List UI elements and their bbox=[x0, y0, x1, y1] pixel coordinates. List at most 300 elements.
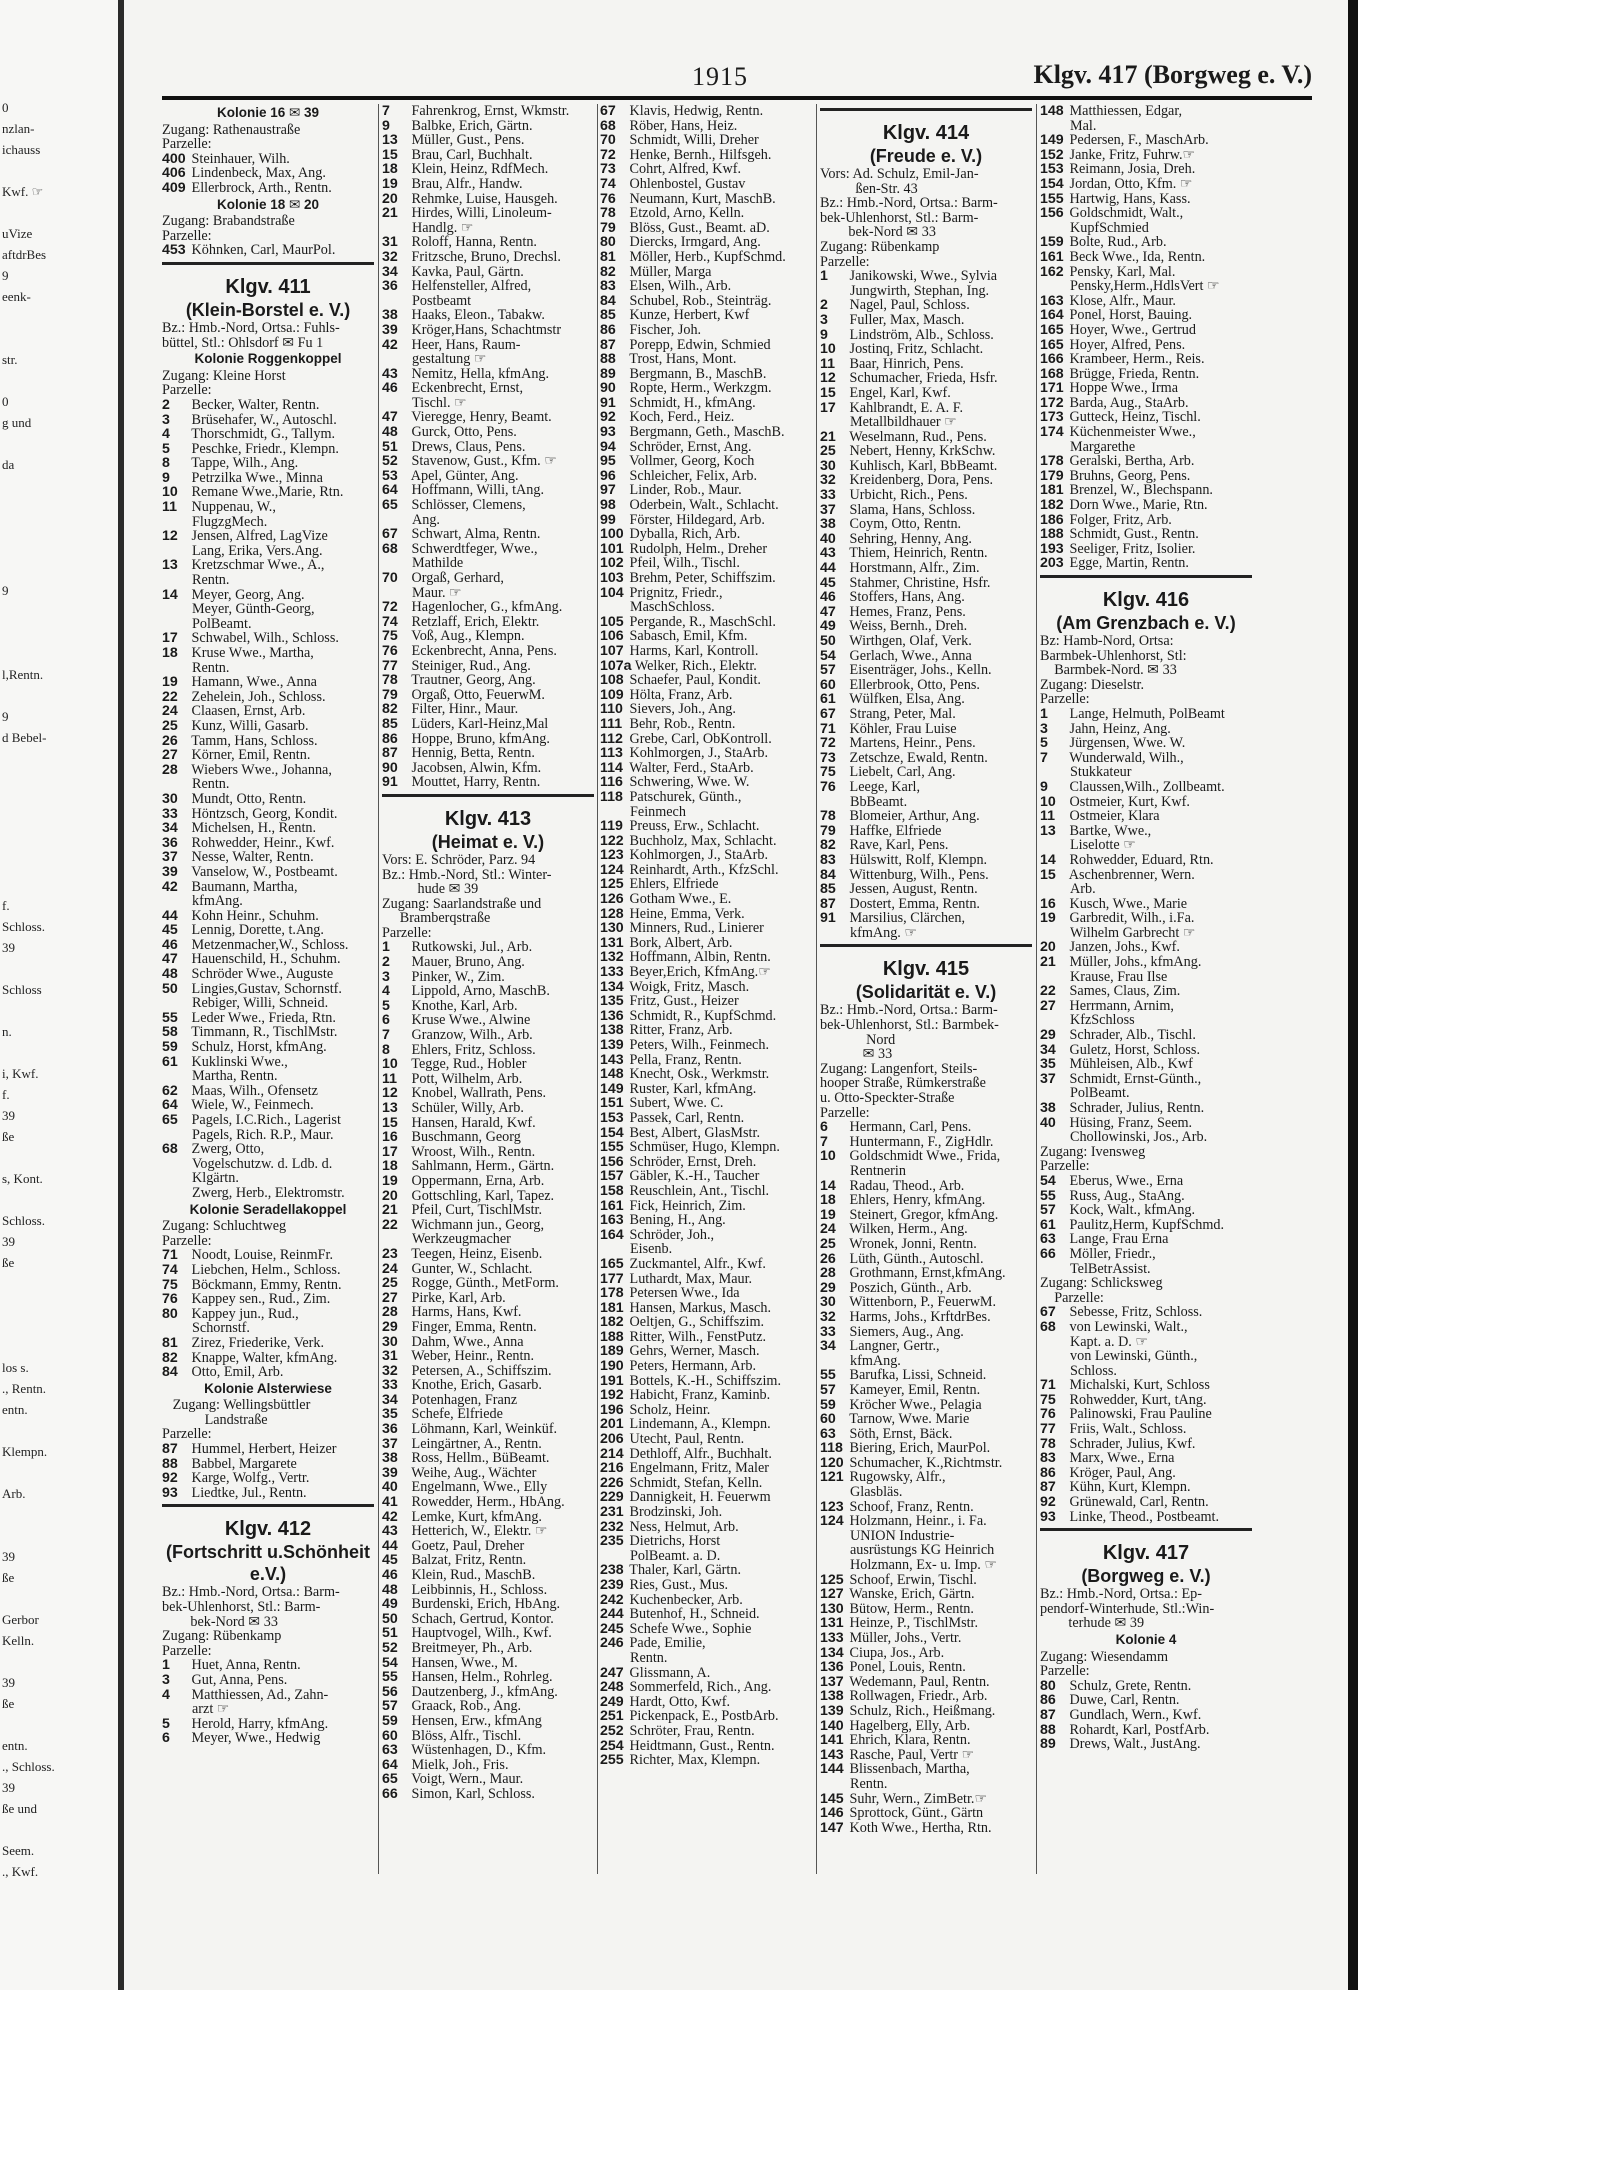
plot-number: 149 bbox=[600, 1081, 624, 1097]
plot-entry bbox=[600, 1111, 812, 1126]
plot-number: 79 bbox=[820, 823, 836, 839]
plot-entry bbox=[382, 1291, 594, 1306]
plot-entry bbox=[1040, 556, 1252, 571]
holder-name: Schrader, Julius, Rentn. bbox=[1066, 1101, 1205, 1116]
plot-number: 39 bbox=[162, 864, 178, 880]
plot-number: 154 bbox=[600, 1125, 624, 1141]
plot-entry bbox=[820, 649, 1032, 664]
plot-number: 155 bbox=[600, 1140, 624, 1155]
plot-entry bbox=[382, 1422, 594, 1437]
plot-number: 214 bbox=[600, 1446, 624, 1462]
plot-number: 27 bbox=[1040, 998, 1056, 1014]
plot-entry bbox=[382, 1714, 594, 1729]
association-name: (Borgweg e. V.) bbox=[1081, 1566, 1211, 1587]
plot-number: 9 bbox=[1040, 779, 1048, 795]
plot-number: 105 bbox=[600, 614, 624, 630]
plot-number: 81 bbox=[162, 1335, 178, 1351]
plot-number: 84 bbox=[162, 1365, 178, 1380]
plot-number: 12 bbox=[820, 371, 836, 386]
holder-name: Knecht, Osk., Werkmstr. bbox=[626, 1067, 770, 1082]
plot-entry bbox=[1040, 911, 1252, 926]
plot-number: 82 bbox=[382, 702, 398, 717]
holder-name: Elsen, Wilh., Arb. bbox=[626, 279, 732, 294]
plot-number: 39 bbox=[382, 322, 398, 338]
plot-entry bbox=[600, 1709, 812, 1724]
plot-entry bbox=[820, 605, 1032, 620]
plot-number: 33 bbox=[162, 806, 178, 822]
plot-number: 127 bbox=[820, 1587, 844, 1602]
plot-entry bbox=[382, 999, 594, 1014]
holder-name: Pfeil, Curt, TischlMstr. bbox=[408, 1203, 543, 1218]
plot-number: 18 bbox=[382, 1159, 398, 1174]
holder-name: Lingies,Gustav, Schornstf. bbox=[188, 981, 342, 997]
plot-entry bbox=[1040, 1247, 1252, 1262]
holder-name: Pagels, I.C.Rich., Lagerist bbox=[188, 1113, 341, 1128]
entry-continuation: UNION Industrie- bbox=[850, 1528, 955, 1544]
holder-name: Wichmann jun., Georg, bbox=[408, 1217, 545, 1233]
info-line: Parzelle: bbox=[1040, 692, 1090, 707]
plot-number: 156 bbox=[1040, 206, 1064, 221]
plot-entry bbox=[600, 688, 812, 703]
previous-page-gutter bbox=[0, 0, 124, 1990]
holder-name: Gut, Anna, Pens. bbox=[188, 1673, 288, 1688]
plot-entry bbox=[600, 1476, 812, 1491]
plot-number: 76 bbox=[162, 1292, 178, 1307]
holder-name: Fahrenkrog, Ernst, Wkmstr. bbox=[408, 104, 570, 119]
plot-number: 136 bbox=[820, 1660, 844, 1675]
plot-entry bbox=[820, 1514, 1032, 1529]
holder-name: Böckmann, Emmy, Rentn. bbox=[188, 1277, 342, 1293]
holder-name: Herold, Harry, kfmAng. bbox=[188, 1716, 329, 1732]
holder-name: Gurck, Otto, Pens. bbox=[408, 425, 517, 440]
plot-entry bbox=[820, 1339, 1032, 1354]
plot-number: 179 bbox=[1040, 468, 1064, 484]
plot-entry bbox=[600, 1578, 812, 1593]
info-line: Parzelle: bbox=[1040, 1159, 1090, 1174]
holder-name: Wroost, Wilh., Rentn. bbox=[408, 1144, 536, 1160]
holder-name: Petrzilka Wwe., Minna bbox=[188, 470, 323, 486]
holder-name: Thaler, Karl, Gärtn. bbox=[626, 1563, 741, 1578]
info-line: Bz.: Hmb.-Nord, Ortsa.: Fuhls- bbox=[162, 320, 340, 336]
holder-name: Ruster, Karl, kfmAng. bbox=[626, 1081, 757, 1097]
plot-entry bbox=[1040, 1495, 1252, 1510]
plot-number: 49 bbox=[820, 619, 836, 634]
entry-continuation: PolBeamt. bbox=[192, 616, 252, 632]
plot-number: 27 bbox=[162, 748, 178, 763]
gutter-fragment: 0 bbox=[2, 100, 9, 115]
info-line: u. Otto-Speckter-Straße bbox=[820, 1091, 955, 1106]
plot-entry bbox=[1040, 809, 1252, 824]
holder-name: Suhr, Wern., ZimBetr.☞ bbox=[846, 1791, 988, 1807]
holder-name: Filter, Hinr., Maur. bbox=[408, 702, 519, 717]
plot-number: 35 bbox=[382, 1407, 398, 1423]
plot-number: 61 bbox=[820, 692, 836, 707]
plot-number: 90 bbox=[600, 381, 616, 396]
plot-entry bbox=[820, 1398, 1032, 1413]
holder-name: von Lewinski, Walt., bbox=[1066, 1319, 1188, 1335]
plot-entry bbox=[382, 1320, 594, 1335]
holder-name: Krambeer, Herm., Reis. bbox=[1066, 352, 1205, 367]
holder-name: Rogge, Günth., MetForm. bbox=[408, 1276, 559, 1291]
holder-name: Zwerg, Otto, bbox=[188, 1142, 265, 1157]
plot-entry bbox=[1040, 1451, 1252, 1466]
plot-number: 47 bbox=[162, 952, 178, 968]
holder-name: Pergande, R., MaschSchl. bbox=[626, 614, 776, 630]
plot-number: 25 bbox=[162, 718, 178, 734]
plot-entry bbox=[382, 410, 594, 425]
holder-name: Schaefer, Paul, Kondit. bbox=[626, 673, 761, 688]
plot-entry bbox=[600, 629, 812, 644]
plot-entry bbox=[382, 688, 594, 703]
holder-name: Aschenbrenner, Wern. bbox=[1066, 867, 1195, 883]
plot-entry bbox=[600, 877, 812, 892]
plot-number: 190 bbox=[600, 1359, 624, 1374]
holder-name: Rowedder, Herm., HbAng. bbox=[408, 1495, 565, 1510]
plot-number: 24 bbox=[382, 1261, 398, 1277]
holder-name: Tamm, Hans, Schloss. bbox=[188, 733, 318, 749]
plot-entry bbox=[1040, 1480, 1252, 1495]
plot-number: 1 bbox=[162, 1658, 170, 1673]
plot-number: 37 bbox=[820, 502, 836, 518]
holder-name: Hamann, Wwe., Anna bbox=[188, 675, 317, 690]
holder-name: Kohn Heinr., Schuhm. bbox=[188, 908, 319, 924]
plot-entry bbox=[820, 313, 1032, 328]
plot-number: 9 bbox=[820, 327, 828, 343]
holder-name: Brügge, Frieda, Rentn. bbox=[1066, 366, 1200, 382]
plot-entry bbox=[820, 1252, 1032, 1267]
plot-entry bbox=[820, 634, 1032, 649]
holder-name: Buchholz, Max, Schlacht. bbox=[626, 833, 777, 849]
plot-number: 40 bbox=[820, 531, 836, 547]
plot-number: 13 bbox=[382, 133, 398, 148]
holder-name: Trautner, Georg, Ang. bbox=[408, 673, 536, 688]
plot-entry bbox=[382, 1364, 594, 1379]
info-line: Parzelle: bbox=[1040, 1290, 1104, 1306]
plot-entry bbox=[382, 571, 594, 586]
plot-entry bbox=[382, 133, 594, 148]
holder-name: Ness, Helmut, Arb. bbox=[626, 1519, 739, 1535]
plot-number: 5 bbox=[1040, 736, 1048, 751]
info-line: Zugang: Brabandstraße bbox=[162, 214, 295, 229]
holder-name: Janke, Fritz, Fuhrw.☞ bbox=[1066, 147, 1196, 163]
plot-entry bbox=[382, 265, 594, 280]
plot-entry bbox=[600, 761, 812, 776]
holder-name: Pensky, Karl, Mal. bbox=[1066, 264, 1176, 280]
info-line: Parzelle: bbox=[162, 137, 212, 152]
holder-name: Hetterich, W., Elektr. ☞ bbox=[408, 1524, 548, 1539]
plot-entry bbox=[162, 442, 374, 457]
plot-entry bbox=[820, 1748, 1032, 1763]
plot-number: 133 bbox=[600, 965, 624, 980]
plot-entry bbox=[820, 751, 1032, 766]
plot-number: 6 bbox=[162, 1731, 170, 1746]
holder-name: Ehlers, Fritz, Schloss. bbox=[408, 1042, 536, 1058]
plot-entry bbox=[600, 702, 812, 717]
plot-number: 135 bbox=[600, 994, 624, 1009]
plot-number: 76 bbox=[600, 191, 616, 207]
association-name: (Solidarität e. V.) bbox=[855, 982, 997, 1003]
plot-number: 28 bbox=[820, 1266, 836, 1281]
entry-continuation: Margarethe bbox=[1070, 439, 1136, 455]
plot-entry bbox=[1040, 250, 1252, 265]
plot-number: 21 bbox=[820, 429, 836, 445]
holder-name: Köhnken, Carl, MaurPol. bbox=[188, 243, 336, 258]
entry-continuation: PolBeamt. a. D. bbox=[630, 1548, 721, 1564]
plot-entry bbox=[382, 1729, 594, 1744]
plot-number: 34 bbox=[162, 821, 178, 836]
plot-entry bbox=[1040, 1320, 1252, 1335]
plot-number: 82 bbox=[162, 1350, 178, 1366]
holder-name: Vollmer, Georg, Koch bbox=[626, 454, 755, 469]
plot-number: 65 bbox=[382, 498, 398, 513]
holder-name: Schüler, Willy, Arb. bbox=[408, 1101, 524, 1116]
plot-entry bbox=[600, 863, 812, 878]
holder-name: Ostmeier, Klara bbox=[1066, 809, 1160, 824]
plot-number: 7 bbox=[382, 104, 390, 119]
plot-entry bbox=[820, 1295, 1032, 1310]
plot-entry bbox=[162, 1351, 374, 1366]
plot-entry bbox=[382, 1086, 594, 1101]
plot-number: 156 bbox=[600, 1154, 624, 1170]
holder-name: Vieregge, Henry, Beamt. bbox=[408, 410, 552, 426]
holder-name: Huntermann, F., ZigHdlr. bbox=[846, 1134, 994, 1150]
plot-number: 109 bbox=[600, 687, 624, 703]
plot-entry bbox=[162, 938, 374, 953]
plot-number: 21 bbox=[382, 1203, 398, 1218]
holder-name: Schröder, Joh., bbox=[626, 1227, 715, 1243]
plot-entry bbox=[162, 413, 374, 428]
holder-name: Schmidt, Ernst-Günth., bbox=[1066, 1071, 1202, 1087]
plot-number: 12 bbox=[162, 529, 178, 544]
plot-entry bbox=[820, 1616, 1032, 1631]
holder-name: Dostert, Emma, Rentn. bbox=[846, 896, 980, 912]
plot-number: 54 bbox=[382, 1655, 398, 1671]
plot-number: 87 bbox=[382, 746, 398, 761]
plot-entry bbox=[1040, 1072, 1252, 1087]
plot-entry bbox=[1040, 984, 1252, 999]
holder-name: Ellerbrock, Arth., Rentn. bbox=[188, 180, 332, 196]
plot-entry bbox=[382, 1057, 594, 1072]
plot-entry bbox=[820, 473, 1032, 488]
plot-entry bbox=[382, 1407, 594, 1422]
plot-number: 146 bbox=[820, 1806, 844, 1821]
holder-name: Voß, Aug., Klempn. bbox=[408, 629, 525, 644]
plot-entry bbox=[600, 717, 812, 732]
plot-number: 83 bbox=[1040, 1451, 1056, 1466]
holder-name: Ritter, Wilh., FenstPutz. bbox=[626, 1329, 767, 1345]
plot-number: 1 bbox=[1040, 706, 1048, 722]
plot-number: 16 bbox=[1040, 896, 1056, 912]
plot-entry bbox=[162, 1025, 374, 1040]
holder-name: Kohlmorgen, J., StaArb. bbox=[626, 848, 768, 863]
plot-number: 29 bbox=[382, 1319, 398, 1335]
plot-entry bbox=[382, 338, 594, 353]
plot-entry bbox=[382, 381, 594, 396]
plot-number: 60 bbox=[382, 1728, 398, 1744]
plot-number: 85 bbox=[600, 308, 616, 323]
plot-number: 10 bbox=[1040, 794, 1056, 810]
plot-entry bbox=[600, 1593, 812, 1608]
plot-entry bbox=[162, 1248, 374, 1263]
info-line: Zugang: Ivensweg bbox=[1040, 1144, 1146, 1160]
plot-number: 38 bbox=[1040, 1101, 1056, 1116]
holder-name: Brau, Carl, Buchhalt. bbox=[408, 147, 533, 163]
holder-name: Hoppe, Bruno, kfmAng. bbox=[408, 731, 550, 747]
plot-number: 13 bbox=[1040, 823, 1056, 839]
plot-entry bbox=[820, 459, 1032, 474]
holder-name: Schmidt, R., KupfSchmd. bbox=[626, 1008, 777, 1024]
entry-continuation: Mal. bbox=[1070, 118, 1097, 134]
colony-heading: Kolonie 4 bbox=[1115, 1632, 1177, 1647]
plot-entry bbox=[162, 1442, 374, 1457]
plot-entry bbox=[1040, 410, 1252, 425]
entry-continuation: kfmAng. bbox=[192, 894, 243, 909]
entry-continuation: Rentnerin bbox=[850, 1164, 906, 1179]
plot-entry bbox=[162, 734, 374, 749]
plot-number: 139 bbox=[820, 1703, 844, 1719]
plot-number: 19 bbox=[1040, 911, 1056, 926]
holder-name: Lindemann, A., Klempn. bbox=[626, 1417, 771, 1433]
plot-entry bbox=[1040, 1437, 1252, 1452]
plot-number: 116 bbox=[600, 775, 623, 790]
holder-name: Tappe, Wilh., Ang. bbox=[188, 456, 299, 471]
entry-continuation: Holzmann, Ex- u. Imp. ☞ bbox=[850, 1558, 998, 1573]
plot-number: 89 bbox=[600, 366, 616, 382]
plot-entry bbox=[820, 1704, 1032, 1719]
plot-entry bbox=[382, 104, 594, 119]
info-line: Zugang: Wellingsbüttler bbox=[162, 1398, 311, 1413]
holder-name: Knappe, Walter, kfmAng. bbox=[188, 1350, 338, 1366]
plot-entry bbox=[820, 1310, 1032, 1325]
plot-number: 45 bbox=[162, 923, 178, 938]
info-line: hude ✉ 39 bbox=[382, 882, 479, 897]
plot-number: 158 bbox=[600, 1183, 624, 1199]
plot-entry bbox=[600, 483, 812, 498]
plot-number: 7 bbox=[1040, 750, 1048, 766]
plot-number: 57 bbox=[820, 663, 836, 678]
plot-number: 80 bbox=[1040, 1678, 1056, 1694]
holder-name: Pade, Emilie, bbox=[626, 1636, 706, 1651]
plot-number: 193 bbox=[1040, 541, 1064, 557]
holder-name: Brehm, Peter, Schiffszim. bbox=[626, 571, 776, 586]
holder-name: Hagelberg, Elly, Arb. bbox=[846, 1718, 971, 1734]
holder-name: Goldschmidt, Walt., bbox=[1066, 206, 1184, 221]
holder-name: Gutteck, Heinz, Tischl. bbox=[1066, 410, 1201, 426]
plot-entry bbox=[820, 1792, 1032, 1807]
holder-name: Sehring, Henny, Ang. bbox=[846, 531, 972, 547]
plot-number: 111 bbox=[600, 716, 623, 732]
plot-entry bbox=[600, 425, 812, 440]
plot-entry bbox=[600, 1724, 812, 1739]
plot-entry bbox=[600, 1126, 812, 1141]
holder-name: Welker, Rich., Elektr. bbox=[631, 658, 757, 674]
holder-name: Tegge, Rud., Hobler bbox=[408, 1057, 527, 1072]
plot-number: 27 bbox=[382, 1290, 398, 1306]
plot-entry bbox=[600, 1622, 812, 1637]
info-line: bek-Nord ✉ 33 bbox=[162, 1614, 278, 1630]
holder-name: Müller, Johs., kfmAng. bbox=[1066, 955, 1202, 970]
holder-name: Kruse Wwe., Alwine bbox=[408, 1013, 531, 1029]
gutter-fragment: 9 bbox=[2, 583, 9, 598]
holder-name: Bartke, Wwe., bbox=[1066, 823, 1152, 839]
holder-name: Ehlers, Elfriede bbox=[626, 877, 719, 893]
holder-name: Gunter, W., Schlacht. bbox=[408, 1261, 533, 1277]
plot-entry bbox=[1040, 206, 1252, 221]
holder-name: Ponel, Horst, Bauing. bbox=[1066, 308, 1193, 323]
plot-number: 70 bbox=[382, 571, 398, 586]
holder-name: Hauptvogel, Wilh., Kwf. bbox=[408, 1626, 552, 1641]
association-name: (Freude e. V.) bbox=[869, 146, 983, 166]
holder-name: Neumann, Kurt, MaschB. bbox=[626, 191, 776, 207]
gutter-fragment: Klempn. bbox=[2, 1444, 48, 1459]
plot-number: 15 bbox=[382, 1115, 398, 1131]
entry-continuation: Kapt. a. D. ☞ bbox=[1070, 1334, 1149, 1350]
association-heading bbox=[1040, 1541, 1252, 1587]
holder-name: Butenhof, H., Schneid. bbox=[626, 1607, 760, 1622]
holder-name: Beyer,Erich, KfmAng.☞ bbox=[626, 965, 771, 980]
plot-entry bbox=[820, 1719, 1032, 1734]
plot-entry bbox=[382, 148, 594, 163]
gutter-fragment: Schloss. bbox=[2, 1213, 45, 1228]
plot-entry bbox=[1040, 1422, 1252, 1437]
plot-number: 30 bbox=[820, 458, 836, 474]
holder-name: Bergmann, B., MaschB. bbox=[626, 366, 767, 382]
colony-heading: Kolonie 16 ✉ 39 bbox=[216, 105, 320, 120]
holder-name: Hartwig, Hans, Kass. bbox=[1066, 191, 1191, 207]
info-line: Parzelle: bbox=[162, 1643, 212, 1659]
plot-number: 15 bbox=[820, 385, 836, 401]
holder-name: Huet, Anna, Rentn. bbox=[188, 1658, 301, 1673]
plot-number: 42 bbox=[382, 1509, 398, 1525]
column-2 bbox=[382, 104, 594, 1874]
plot-entry bbox=[382, 440, 594, 455]
plot-entry bbox=[382, 483, 594, 498]
plot-number: 60 bbox=[820, 1412, 836, 1427]
plot-number: 85 bbox=[382, 716, 398, 732]
plot-number: 6 bbox=[382, 1013, 390, 1029]
holder-name: Möller, Herb., KupfSchmd. bbox=[626, 249, 786, 265]
holder-name: Müller, Gust., Pens. bbox=[408, 133, 525, 148]
plot-number: 152 bbox=[1040, 147, 1064, 163]
plot-number: 64 bbox=[382, 1757, 398, 1773]
plot-number: 16 bbox=[382, 1130, 398, 1145]
plot-entry bbox=[382, 279, 594, 294]
plot-entry bbox=[600, 1169, 812, 1184]
info-line: Parzelle: bbox=[162, 228, 212, 244]
plot-number: 93 bbox=[1040, 1509, 1056, 1525]
plot-entry bbox=[162, 982, 374, 997]
holder-name: Wilken, Herm., Ang. bbox=[846, 1222, 968, 1237]
holder-name: Kuhlisch, Karl, BbBeamt. bbox=[846, 458, 998, 474]
plot-entry bbox=[600, 907, 812, 922]
plot-entry bbox=[1040, 1679, 1252, 1694]
plot-number: 239 bbox=[600, 1577, 624, 1593]
holder-name: Balzat, Fritz, Rentn. bbox=[408, 1553, 527, 1568]
plot-entry bbox=[162, 952, 374, 967]
holder-name: Lennig, Dorette, t.Ang. bbox=[188, 923, 324, 938]
plot-number: 84 bbox=[600, 293, 616, 309]
holder-name: Ostmeier, Kurt, Kwf. bbox=[1066, 794, 1190, 810]
plot-number: 25 bbox=[382, 1276, 398, 1291]
plot-number: 59 bbox=[382, 1713, 398, 1729]
plot-number: 63 bbox=[1040, 1232, 1056, 1247]
plot-entry bbox=[820, 1733, 1032, 1748]
plot-number: 162 bbox=[1040, 264, 1064, 280]
gutter-fragment: Kwf. ☞ bbox=[2, 184, 44, 199]
entry-continuation: PolBeamt. bbox=[1070, 1086, 1130, 1101]
plot-entry bbox=[382, 1043, 594, 1058]
holder-name: Hoyer, Wwe., Gertrud bbox=[1066, 322, 1196, 338]
